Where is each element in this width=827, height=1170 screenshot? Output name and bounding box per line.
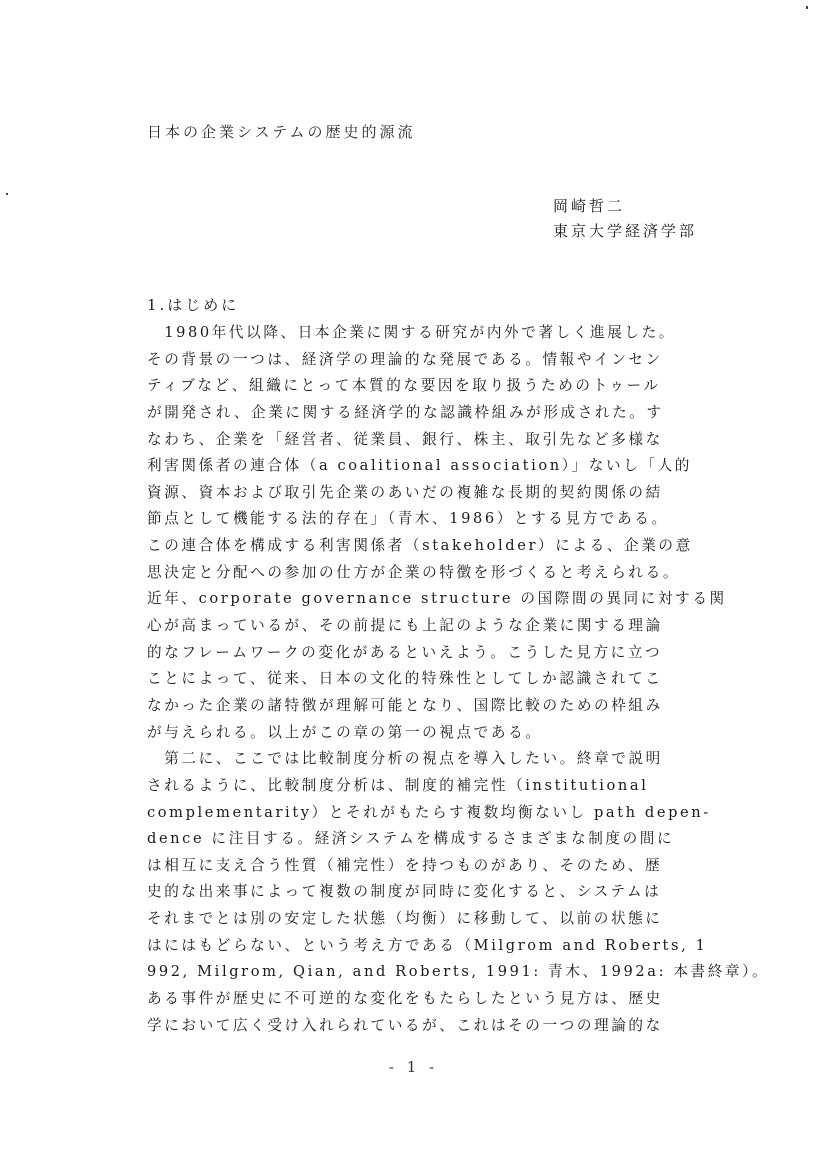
- body-line: ある事件が歴史に不可逆的な変化をもたらしたという見方は、歴史: [147, 990, 663, 1008]
- body-line: されるように、比較制度分析は、制度的補完性（institutional: [147, 776, 649, 794]
- document-title: 日本の企業システムの歴史的源流: [147, 123, 416, 141]
- section-heading: 1.はじめに: [147, 296, 240, 314]
- body-line: なわち、企業を「経営者、従業員、銀行、株主、取引先など多様な: [147, 430, 663, 448]
- body-line: dence に注目する。経済システムを構成するさまざまな制度の間に: [147, 830, 675, 848]
- body-line: ティブなど、組織にとって本質的な要因を取り扱うためのトゥール: [147, 377, 661, 395]
- body-line: 学において広く受け入れられているが、これはその一つの理論的な: [147, 1016, 663, 1034]
- body-line: なかった企業の諸特徴が理解可能となり、国際比較のための枠組み: [147, 696, 663, 714]
- body-line: が与えられる。以上がこの章の第一の視点である。: [147, 723, 543, 741]
- body-text: [147, 320, 770, 1039]
- body-line: 利害関係者の連合体（a coalitional association）」ないし「人的: [147, 457, 692, 475]
- body-line: はにはもどらない、という考え方である（Milgrom and Roberts, 1: [147, 936, 708, 954]
- body-line: 992, Milgrom, Qian, and Roberts, 1991: 青木、1992a: 本書終章）。: [147, 963, 770, 981]
- body-line: 近年、corporate governance structure の国際間の異同に対する関: [147, 590, 727, 608]
- body-line: ことによって、従来、日本の文化的特殊性としてしか認識されてこ: [147, 670, 663, 688]
- body-line: 節点として機能する法的存在」（青木、1986）とする見方である。: [147, 510, 669, 528]
- body-line: その背景の一つは、経済学の理論的な発展である。情報やインセン: [147, 350, 663, 368]
- body-line: は相互に支え合う性質（補完性）を持つものがあり、そのため、歴: [147, 856, 663, 874]
- scan-speck: [6, 193, 8, 195]
- body-line: 資源、資本および取引先企業のあいだの複雑な長期的契約関係の結: [147, 483, 663, 501]
- body-line: 的なフレームワークの変化があるといえよう。こうした見方に立つ: [147, 643, 663, 661]
- author-block: [553, 194, 697, 244]
- body-line: 史的な出来事によって複数の制度が同時に変化すると、システムは: [147, 883, 662, 901]
- body-line: この連合体を構成する利害関係者（stakeholder）による、企業の意: [147, 537, 693, 555]
- body-line: complementarity）とそれがもたらす複数均衡ないし path depen-: [147, 803, 711, 821]
- body-line: 第二に、ここでは比較制度分析の視点を導入したい。終章で説明: [147, 750, 663, 768]
- body-line: 心が高まっているが、その前提にも上記のような企業に関する理論: [147, 617, 663, 635]
- author-affiliation: 東京大学経済学部: [553, 222, 698, 240]
- body-line: 1980年代以降、日本企業に関する研究が内外で著しく進展した。: [147, 324, 676, 341]
- body-line: 思決定と分配への参加の仕方が企業の特徴を形づくると考えられる。: [147, 563, 681, 581]
- author-name: 岡崎哲二: [553, 197, 626, 215]
- page-number: - 1 -: [388, 1058, 439, 1076]
- scan-speck: [806, 6, 808, 9]
- body-line: が開発され、企業に関する経済学的な認識枠組みが形成された。す: [147, 403, 664, 421]
- body-line: それまでとは別の安定した状態（均衡）に移動して、以前の状態に: [147, 910, 663, 928]
